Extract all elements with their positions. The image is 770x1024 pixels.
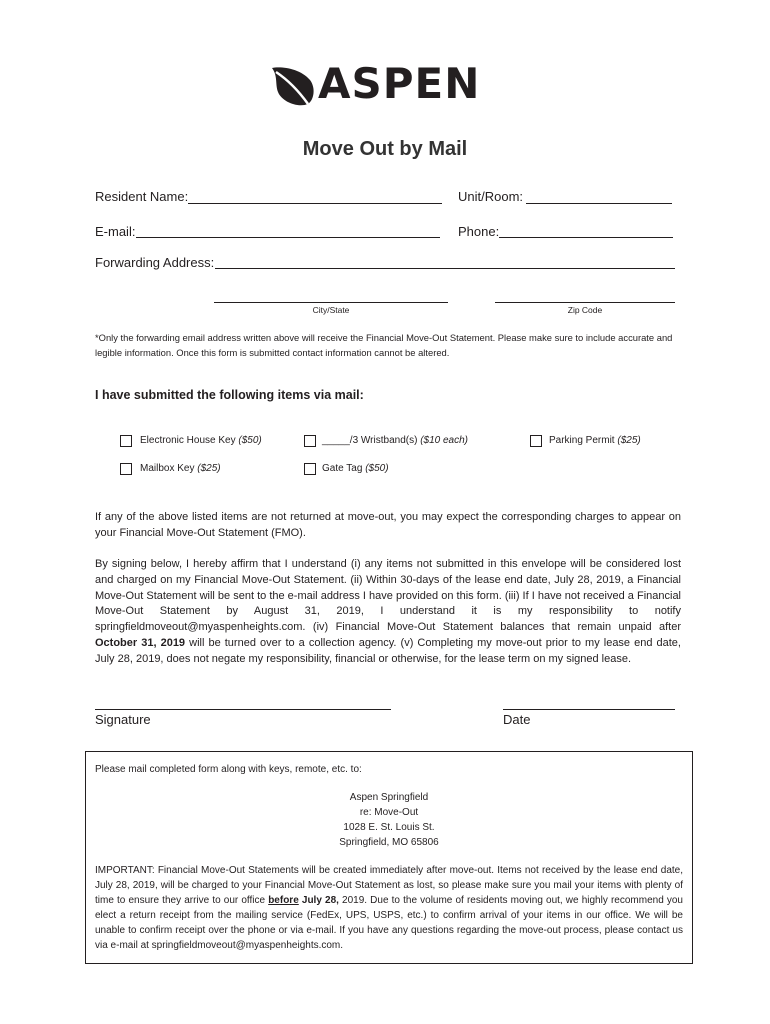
resident-name-label: Resident Name: <box>95 189 189 204</box>
resident-name-field[interactable] <box>188 203 442 204</box>
zip-code-label: Zip Code <box>567 305 603 315</box>
checkbox-wristbands[interactable] <box>304 435 316 447</box>
address-line: re: Move-Out <box>359 807 419 818</box>
forwarding-note: *Only the forwarding email address written above will receive the Financial Move-Out Statement. Please make sure to include accurate and legible information. Once this form is submitted contact information cannot be altered. <box>95 332 673 358</box>
signature-label: Signature <box>95 712 151 727</box>
zip-code-field[interactable] <box>495 302 675 303</box>
item-mailbox-key: Mailbox Key ($25) <box>140 463 221 474</box>
address-line: 1028 E. St. Louis St. <box>343 822 435 833</box>
leaf-icon <box>270 64 318 108</box>
checkbox-mailbox-key[interactable] <box>120 463 132 475</box>
unit-room-field[interactable] <box>526 203 672 204</box>
address-line: Aspen Springfield <box>349 792 429 803</box>
page-title: Move Out by Mail <box>302 138 468 160</box>
email-label: E-mail: <box>95 224 136 239</box>
checkbox-gate-tag[interactable] <box>304 463 316 475</box>
charges-paragraph: If any of the above listed items are not returned at move-out, you may expect the corresponding charges to appear on your Financial Move-Out Statement (FMO). <box>95 511 681 539</box>
checkbox-electronic-house-key[interactable] <box>120 435 132 447</box>
item-electronic-house-key: Electronic House Key ($50) <box>140 435 262 446</box>
unit-room-label: Unit/Room: <box>458 189 524 204</box>
affirmation-paragraph: By signing below, I hereby affirm that I understand (i) any items not submitted in this envelope will be considered lost and charged on my Financial Move-Out Statement. (ii) Within 30-days of the lease end date, July 28, 2019, a Financial Move-Out Statement will be sent to the e-mail address I have provided on this form. (iii) If I have not received a Financial Move-Out Statement by August 31, 2019, I understand it is my responsibility to notify springfieldmoveout@myaspenheights.com. (iv) Financial Move-Out Statement balances that remain unpaid after October 31, 2019 will be turned over to a collection agency. (v) Completing my move-out prior to my lease end date, July 28, 2019, does not negate my responsibility, financial or otherwise, for the lease term on my signed lease. <box>95 558 681 665</box>
address-line: Springfield, MO 65806 <box>339 837 439 848</box>
forwarding-address-label: Forwarding Address: <box>95 255 215 270</box>
aspen-logo <box>270 59 510 110</box>
forwarding-address-field[interactable] <box>215 268 675 269</box>
items-heading: I have submitted the following items via mail: <box>95 388 364 402</box>
mail-intro: Please mail completed form along with keys, remote, etc. to: <box>95 764 362 775</box>
city-state-label: City/State <box>312 305 350 315</box>
item-wristbands: _____/3 Wristband(s) ($10 each) <box>322 435 469 446</box>
date-label: Date <box>503 712 531 727</box>
brand-name: ASPEN <box>318 59 481 108</box>
mailing-address <box>86 790 692 850</box>
mailing-instructions-box <box>85 751 693 964</box>
city-state-field[interactable] <box>214 302 448 303</box>
date-field[interactable] <box>503 709 675 710</box>
phone-label: Phone: <box>458 224 500 239</box>
email-field[interactable] <box>136 237 440 238</box>
important-notice: IMPORTANT: Financial Move-Out Statements will be created immediately after move-out. Items not received by the lease end date, July 28, 2019, will be charged to your Financial Move-Out Statement as lost, so please make sure you mail your items with plenty of time to ensure they arrive to our office before July 28, 2019. Due to the volume of residents moving out, we highly recommend you elect a return receipt from the mailing service (FedEx, UPS, USPS, etc.) to confirm arrival of your items in our office. We will be unable to confirm receipt over the phone or via e-mail. If you have any questions regarding the move-out process, please contact us via e-mail at springfieldmoveout@myaspenheights.com. <box>95 865 683 951</box>
item-parking-permit: Parking Permit ($25) <box>549 435 641 446</box>
phone-field[interactable] <box>499 237 673 238</box>
item-gate-tag: Gate Tag ($50) <box>322 463 389 474</box>
signature-field[interactable] <box>95 709 391 710</box>
checkbox-parking-permit[interactable] <box>530 435 542 447</box>
